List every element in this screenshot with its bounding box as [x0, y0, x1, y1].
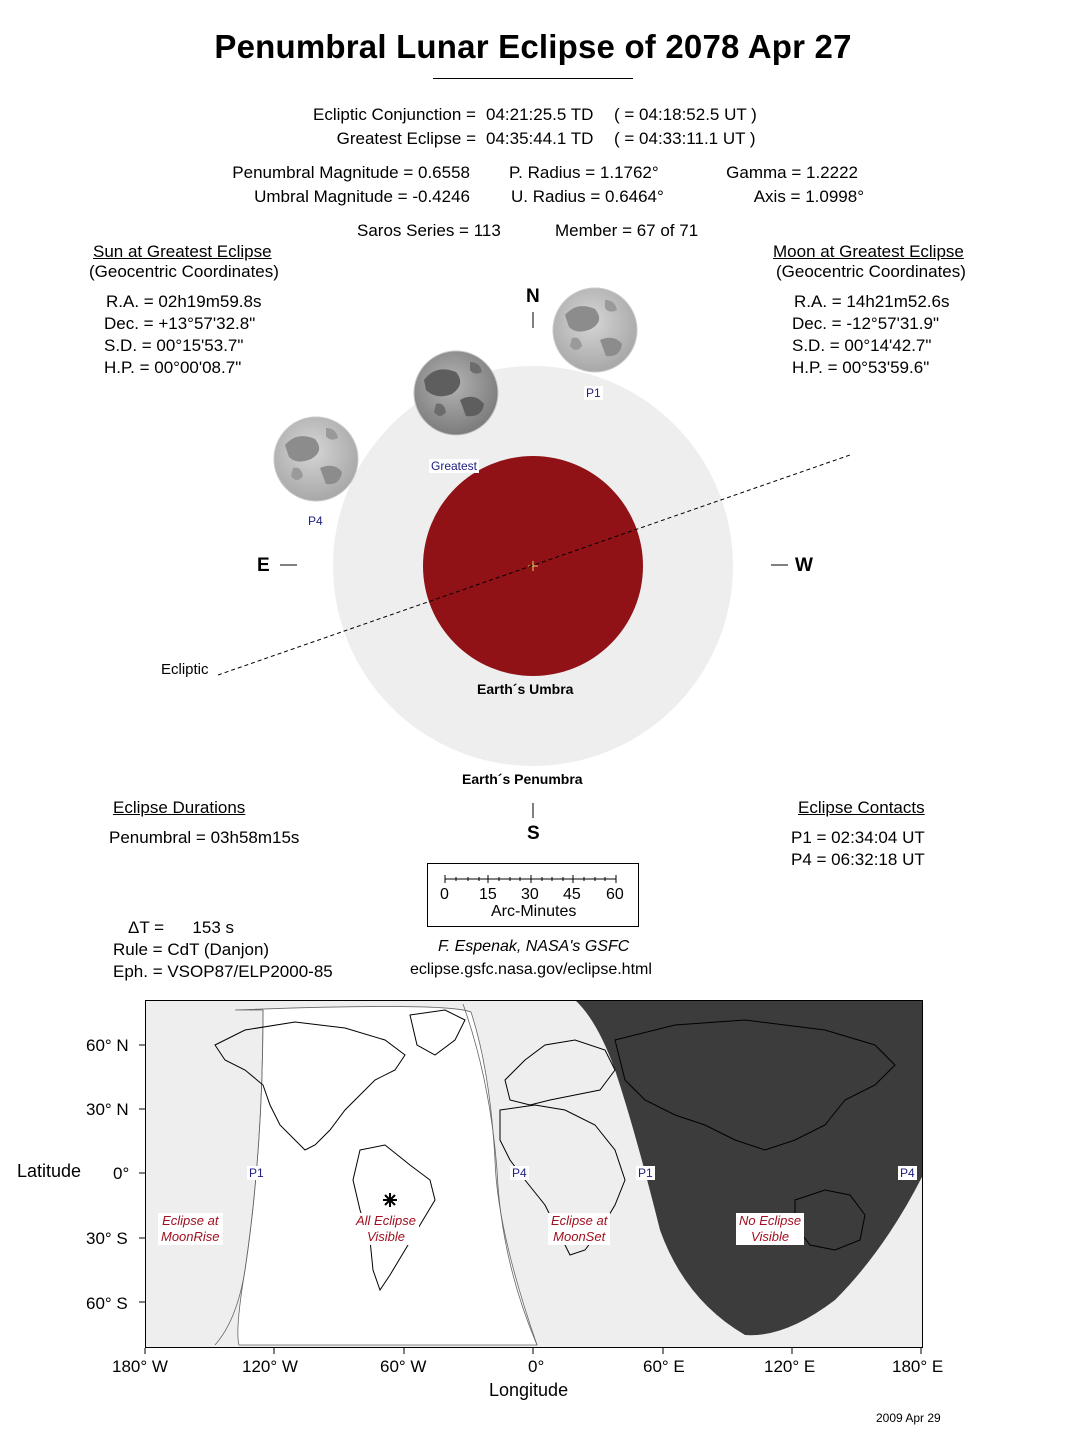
contact-p4: P4 = 06:32:18 UT	[791, 850, 925, 869]
sun-heading: Sun at Greatest Eclipse	[93, 242, 272, 261]
east-label: E	[257, 555, 270, 576]
moon-ra: R.A. = 14h21m52.6s	[794, 292, 950, 311]
region-label-moonset: Eclipse at MoonSet	[548, 1213, 610, 1245]
moon-p4	[274, 417, 358, 501]
lon-tick-180w: 180° W	[112, 1357, 168, 1376]
scale-tick-30: 30	[521, 886, 539, 903]
penumbral-magnitude: Penumbral Magnitude = 0.6558	[232, 163, 470, 182]
lon-tick-120e: 120° E	[764, 1357, 816, 1376]
scale-tick-15: 15	[479, 886, 497, 903]
map-p4-west: P4	[512, 1166, 527, 1180]
region-label-no-eclipse: No Eclipse Visible	[736, 1213, 804, 1245]
sun-subheading: (Geocentric Coordinates)	[89, 262, 279, 281]
credit: F. Espenak, NASA's GSFC	[438, 938, 630, 955]
sun-hp: H.P. = 00°00'08.7"	[104, 358, 242, 377]
creation-date: 2009 Apr 29	[876, 1411, 941, 1425]
delta-t: ΔT = 153 s	[128, 918, 235, 937]
lon-tick-120w: 120° W	[242, 1357, 298, 1376]
map-p1-east: P1	[638, 1166, 653, 1180]
scale-tick-60: 60	[606, 886, 624, 903]
moon-sd: S.D. = 00°14'42.7"	[792, 336, 932, 355]
durations-heading: Eclipse Durations	[113, 798, 246, 817]
map-ylabel: Latitude	[17, 1161, 82, 1181]
sun-ra: R.A. = 02h19m59.8s	[106, 292, 262, 311]
map-p4-east: P4	[900, 1166, 915, 1180]
gamma-value: Gamma = 1.2222	[726, 163, 858, 182]
p4-label: P4	[308, 514, 323, 528]
ecliptic-label: Ecliptic	[161, 661, 209, 678]
p1-label: P1	[586, 386, 601, 400]
south-label: S	[527, 823, 540, 844]
greatest-ut: ( = 04:33:11.1 UT )	[614, 129, 756, 148]
umbral-magnitude: Umbral Magnitude = -0.4246	[254, 187, 470, 206]
greatest-label: Greatest Eclipse =	[336, 129, 476, 148]
conjunction-td: 04:21:25.5 TD	[486, 105, 594, 124]
penumbral-duration: Penumbral = 03h58m15s	[109, 828, 300, 847]
lat-tick-60n: 60° N	[86, 1036, 129, 1055]
rule: Rule = CdT (Danjon)	[113, 940, 270, 959]
map-ticks	[135, 1000, 935, 1360]
map-xlabel: Longitude	[489, 1380, 569, 1400]
region-label-moonrise: Eclipse at MoonRise	[158, 1213, 223, 1245]
page-title: Penumbral Lunar Eclipse of 2078 Apr 27	[214, 28, 852, 65]
north-label: N	[526, 286, 540, 307]
lon-tick-60w: 60° W	[380, 1357, 427, 1376]
lat-tick-60s: 60° S	[86, 1294, 128, 1313]
sun-sd: S.D. = 00°15'53.7"	[104, 336, 244, 355]
scale-tick-45: 45	[563, 886, 581, 903]
contact-p1: P1 = 02:34:04 UT	[791, 828, 925, 847]
source-url: eclipse.gsfc.nasa.gov/eclipse.html	[410, 961, 652, 978]
scale-label: Arc-Minutes	[491, 903, 577, 920]
umbral-radius: U. Radius = 0.6464°	[511, 187, 664, 206]
scale-tick-0: 0	[440, 886, 449, 903]
conjunction-label: Ecliptic Conjunction =	[312, 105, 476, 124]
penumbral-radius: P. Radius = 1.1762°	[509, 163, 659, 182]
lat-tick-30s: 30° S	[86, 1229, 128, 1248]
moon-p1	[553, 288, 637, 372]
lat-tick-30n: 30° N	[86, 1100, 129, 1119]
moon-greatest	[414, 351, 498, 435]
sun-dec: Dec. = +13°57'32.8"	[104, 314, 256, 333]
saros-member: Member = 67 of 71	[555, 221, 699, 240]
west-label: W	[795, 555, 813, 576]
conjunction-ut: ( = 04:18:52.5 UT )	[614, 105, 757, 124]
saros-series: Saros Series = 113	[357, 221, 501, 240]
axis-value: Axis = 1.0998°	[753, 187, 864, 206]
umbra-label: Earth´s Umbra	[477, 681, 574, 697]
lon-tick-180e: 180° E	[892, 1357, 944, 1376]
moon-dec: Dec. = -12°57'31.9"	[792, 314, 939, 333]
region-label-all-visible: All Eclipse Visible	[353, 1213, 419, 1245]
ephemeris: Eph. = VSOP87/ELP2000-85	[113, 962, 333, 981]
lat-tick-0: 0°	[113, 1164, 130, 1183]
title-rule	[433, 78, 633, 79]
moon-subheading: (Geocentric Coordinates)	[776, 262, 966, 281]
penumbra-label: Earth´s Penumbra	[462, 771, 583, 787]
lon-tick-60e: 60° E	[643, 1357, 685, 1376]
lon-tick-0: 0°	[528, 1357, 545, 1376]
greatest-td: 04:35:44.1 TD	[486, 129, 594, 148]
moon-heading: Moon at Greatest Eclipse	[773, 242, 964, 261]
moon-hp: H.P. = 00°53'59.6"	[792, 358, 930, 377]
greatest-label-diagram: Greatest	[431, 459, 478, 473]
map-p1-west: P1	[249, 1166, 264, 1180]
contacts-heading: Eclipse Contacts	[798, 798, 925, 817]
